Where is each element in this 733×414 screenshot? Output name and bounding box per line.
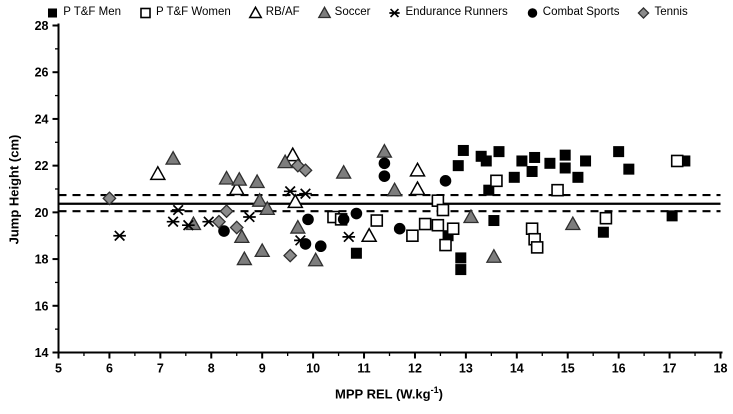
legend-label: Combat Sports <box>542 6 620 18</box>
y-tick-label: 20 <box>34 205 49 220</box>
x-axis-title-close: ) <box>438 386 443 402</box>
point-soccer <box>232 173 246 186</box>
legend-label: P T&F Women <box>156 6 231 18</box>
point-endurance-runners <box>113 231 126 241</box>
point-p-t-f-women <box>420 219 431 230</box>
legend-label: Endurance Runners <box>405 6 508 18</box>
point-soccer <box>566 217 580 230</box>
point-endurance-runners <box>243 212 256 222</box>
point-p-t-f-women <box>440 240 451 251</box>
x-tick-label: 8 <box>207 361 215 376</box>
point-soccer <box>237 252 251 265</box>
point-rb-af <box>411 182 425 195</box>
point-combat-sports <box>315 240 327 252</box>
point-p-t-f-women <box>527 223 538 234</box>
x-tick-label: 7 <box>156 361 164 376</box>
y-tick-label: 14 <box>34 346 49 360</box>
legend-label: Soccer <box>334 6 371 18</box>
point-combat-sports <box>440 175 452 187</box>
point-p-t-f-women <box>552 185 563 196</box>
x-tick-label: 16 <box>611 361 626 376</box>
point-combat-sports <box>379 158 391 170</box>
point-p-t-f-men <box>544 158 555 169</box>
point-endurance-runners <box>299 189 312 199</box>
y-tick-label: 26 <box>34 65 49 80</box>
point-p-t-f-men <box>572 172 583 183</box>
point-p-t-f-men <box>527 166 538 177</box>
point-p-t-f-women <box>407 230 418 241</box>
point-rb-af <box>411 163 425 176</box>
point-soccer <box>291 221 305 234</box>
point-p-t-f-men <box>458 145 469 156</box>
y-tick-label: 28 <box>34 19 49 33</box>
point-p-t-f-women <box>371 215 382 226</box>
point-p-t-f-men <box>509 172 520 183</box>
point-p-t-f-men <box>560 162 571 173</box>
x-axis-title-superscript: -1 <box>430 385 439 395</box>
x-tick-label: 18 <box>713 361 728 376</box>
point-p-t-f-women <box>448 223 459 234</box>
point-p-t-f-women <box>532 242 543 253</box>
point-combat-sports <box>394 223 406 235</box>
point-p-t-f-men <box>453 160 464 171</box>
x-tick-label: 5 <box>55 361 62 376</box>
point-p-t-f-men <box>613 146 624 157</box>
point-rb-af <box>288 195 302 208</box>
point-p-t-f-women <box>437 205 448 216</box>
point-soccer <box>377 145 391 158</box>
point-p-t-f-men <box>493 146 504 157</box>
point-p-t-f-women <box>491 175 502 186</box>
point-combat-sports <box>338 214 350 226</box>
point-tennis <box>284 249 296 261</box>
x-tick-label: 10 <box>306 361 321 376</box>
point-endurance-runners <box>167 217 180 227</box>
legend-label: RB/AF <box>265 6 300 18</box>
point-soccer <box>337 166 351 179</box>
point-soccer <box>220 171 234 184</box>
point-p-t-f-men <box>516 155 527 166</box>
point-endurance-runners <box>342 232 355 242</box>
point-p-t-f-men <box>481 155 492 166</box>
x-tick-label: 11 <box>357 361 371 376</box>
point-combat-sports <box>379 170 391 182</box>
point-combat-sports <box>351 208 363 220</box>
point-soccer <box>255 244 269 257</box>
point-soccer <box>166 152 180 165</box>
point-p-t-f-men <box>623 164 634 175</box>
point-soccer <box>186 217 200 230</box>
x-tick-label: 17 <box>662 361 677 376</box>
point-soccer <box>487 250 501 263</box>
x-tick-label: 6 <box>105 361 113 376</box>
point-p-t-f-men <box>351 248 362 259</box>
point-p-t-f-men <box>455 252 466 263</box>
y-tick-label: 22 <box>34 159 49 174</box>
y-tick-label: 24 <box>34 112 49 127</box>
point-tennis <box>220 205 232 217</box>
point-p-t-f-women <box>672 155 683 166</box>
point-p-t-f-women <box>600 213 611 224</box>
point-p-t-f-men <box>529 152 540 163</box>
y-tick-label: 16 <box>34 299 49 314</box>
point-p-t-f-men <box>455 264 466 275</box>
x-axis-title-text: MPP REL (W.kg <box>335 386 431 402</box>
y-axis-title: Jump Height (cm) <box>6 134 22 245</box>
legend-label: Tennis <box>654 6 688 18</box>
x-tick-label: 13 <box>458 361 473 376</box>
point-endurance-runners <box>172 205 185 215</box>
x-tick-label: 12 <box>408 361 422 376</box>
point-p-t-f-women <box>432 220 443 231</box>
x-axis-title <box>58 385 720 401</box>
point-soccer <box>388 183 402 196</box>
point-rb-af <box>151 167 165 180</box>
y-tick-label: 18 <box>34 252 49 267</box>
point-p-t-f-men <box>598 227 609 238</box>
point-soccer <box>309 253 323 266</box>
point-combat-sports <box>300 238 312 250</box>
point-soccer <box>250 175 264 188</box>
point-p-t-f-men <box>560 150 571 161</box>
legend-label: P T&F Men <box>63 6 122 18</box>
point-p-t-f-men <box>488 215 499 226</box>
x-tick-label: 14 <box>509 361 524 376</box>
point-combat-sports <box>302 214 314 226</box>
point-p-t-f-men <box>667 210 678 221</box>
point-p-t-f-men <box>580 155 591 166</box>
x-tick-label: 15 <box>560 361 575 376</box>
x-tick-label: 9 <box>258 361 266 376</box>
point-rb-af <box>362 229 376 242</box>
